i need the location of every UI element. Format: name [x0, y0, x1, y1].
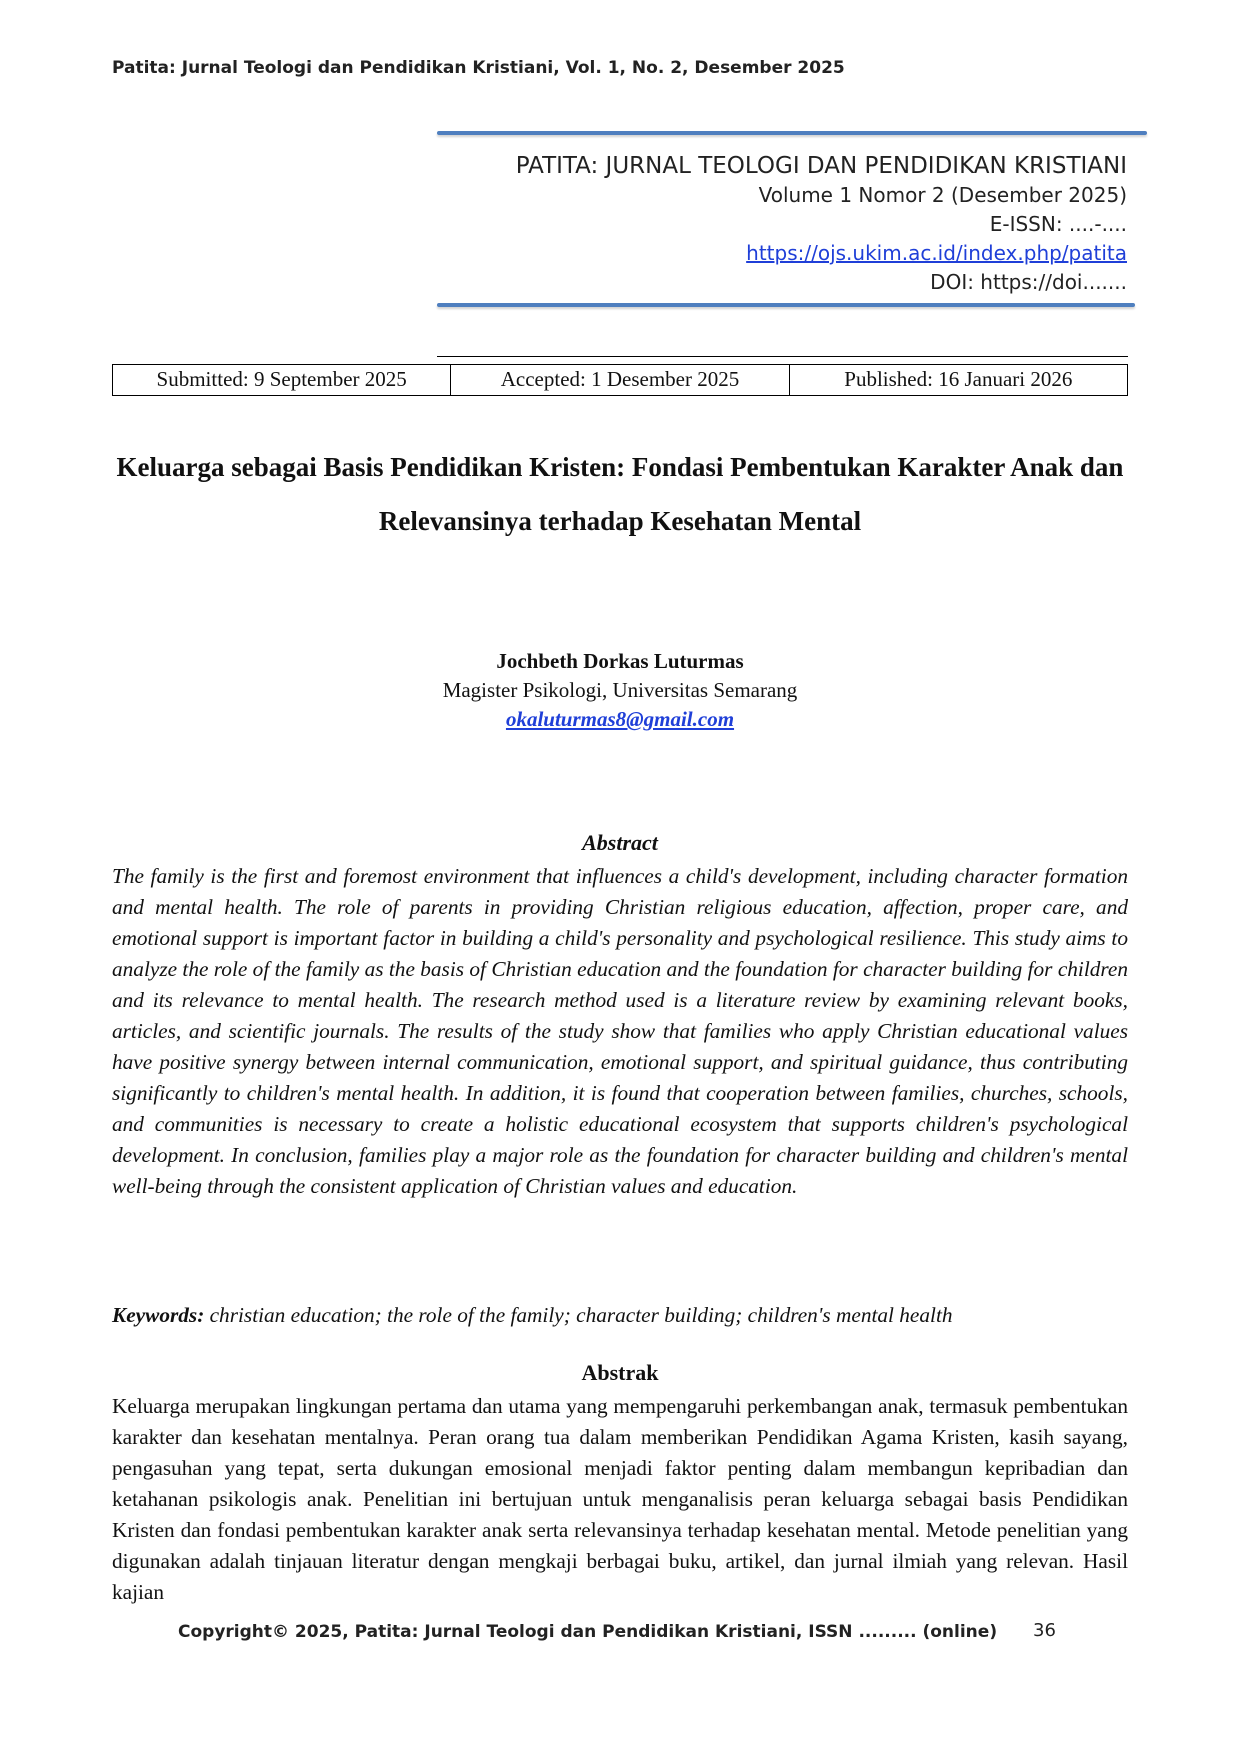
journal-name: PATITA: JURNAL TEOLOGI DAN PENDIDIKAN KRISTIANI — [515, 153, 1127, 179]
divider-line — [437, 356, 1128, 357]
keywords-text: christian education; the role of the family; character building; children's mental health — [209, 1303, 953, 1327]
keywords-label: Keywords: — [112, 1303, 205, 1327]
accepted-date: Accepted: 1 Desember 2025 — [450, 365, 788, 395]
journal-doi: DOI: https://doi....... — [930, 270, 1127, 294]
header-rule-top — [437, 131, 1147, 135]
keywords-line — [112, 1300, 1128, 1331]
header-rule-bottom — [437, 303, 1135, 307]
journal-url-link[interactable]: https://ojs.ukim.ac.id/index.php/patita — [746, 241, 1127, 265]
page-number: 36 — [1033, 1620, 1056, 1641]
abstrak-heading: Abstrak — [581, 1360, 659, 1385]
journal-eissn: E-ISSN: ....-.... — [989, 212, 1127, 236]
submitted-date: Submitted: 9 September 2025 — [156, 367, 407, 391]
abstrak-text: Keluarga merupakan lingkungan pertama dan utama yang mempengaruhi perkembangan anak, termasuk pembentukan karakter dan kesehatan mentalnya. Peran orang tua dalam memberikan Pendidikan Agama Kristen, kasih sayang, pengasuhan yang tepat, serta dukungan emosional menjadi faktor penting dalam membangun kepribadian dan ketahanan psikologis anak. Penelitian ini bertujuan untuk menganalisis peran keluarga sebagai basis Pendidikan Kristen dan fondasi pembentukan karakter anak serta relevansinya terhadap kesehatan mental. Metode penelitian yang digunakan adalah tinjauan literatur dengan mengkaji berbagai buku, artikel, dan jurnal ilmiah yang relevan. Hasil kajian — [112, 1394, 1128, 1604]
journal-volume: Volume 1 Nomor 2 (Desember 2025) — [758, 183, 1127, 207]
author-email-link[interactable]: okaluturmas8@gmail.com — [505, 707, 735, 731]
journal-info-block — [387, 152, 1127, 297]
article-title: Keluarga sebagai Basis Pendidikan Kristen: Fondasi Pembentukan Karakter Anak dan Relevansinya terhadap Kesehatan Mental — [116, 452, 1124, 536]
abstract-text: The family is the first and foremost environment that influences a child's development, including character formation and mental health. The role of parents in providing Christian religious education, affection, proper care, and emotional support is important factor in building a child's personality and psychological resilience. This study aims to analyze the role of the family as the basis of Christian education and the foundation for character building for children and its relevance to mental health. The research method used is a literature review by examining relevant books, articles, and scientific journals. The results of the study show that families who apply Christian educational values have positive synergy between internal communication, emotional support, and spiritual guidance, thus contributing significantly to children's mental health. In addition, it is found that cooperation between families, churches, schools, and communities is necessary to create a holistic educational ecosystem that supports children's psychological development. In conclusion, families play a major role as the foundation for character building and children's mental well-being through the consistent application of Christian values and education. — [112, 864, 1128, 1198]
author-affiliation: Magister Psikologi, Universitas Semarang — [442, 678, 798, 702]
published-date: Published: 16 Januari 2026 — [789, 365, 1127, 395]
submission-dates-table — [112, 364, 1128, 396]
abstract-heading: Abstract — [582, 830, 658, 855]
footer-copyright: Copyright© 2025, Patita: Jurnal Teologi dan Pendidikan Kristiani, ISSN ......... (online) — [178, 1622, 998, 1642]
running-head: Patita: Jurnal Teologi dan Pendidikan Kristiani, Vol. 1, No. 2, Desember 2025 — [112, 58, 845, 78]
author-name: Jochbeth Dorkas Luturmas — [496, 649, 744, 673]
author-block — [112, 647, 1128, 734]
